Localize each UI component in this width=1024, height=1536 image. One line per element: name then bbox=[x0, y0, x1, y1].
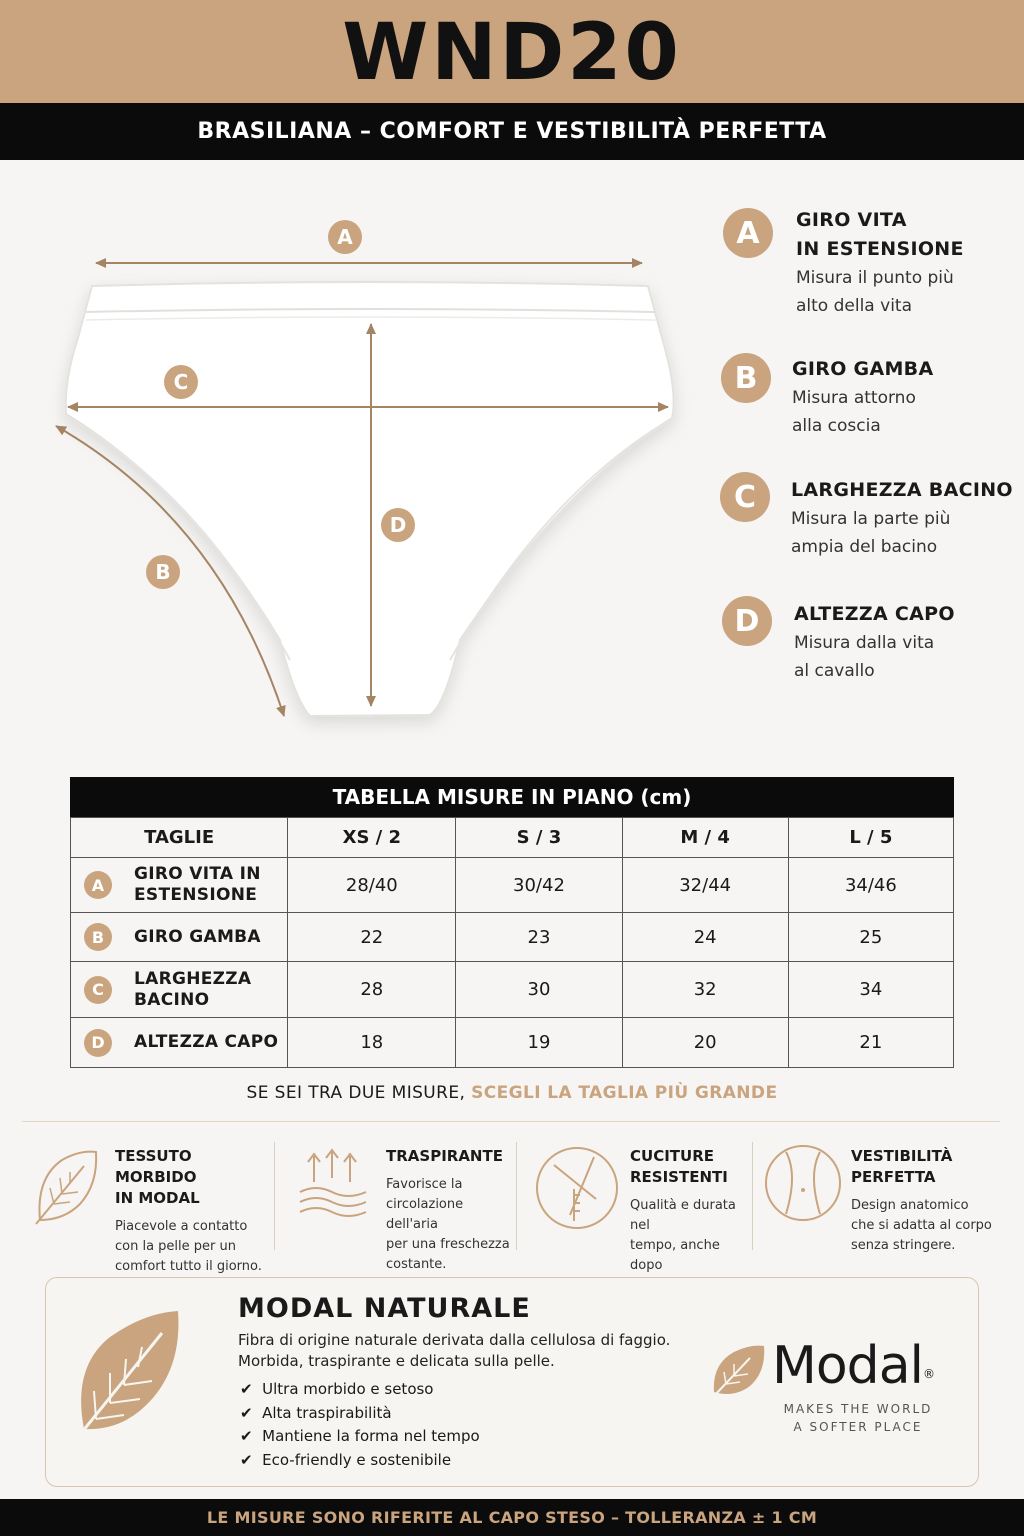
size-header-label: TAGLIE bbox=[71, 818, 288, 858]
legend-desc-line: alla coscia bbox=[792, 416, 881, 436]
row-label-line: GIRO GAMBA bbox=[134, 926, 261, 947]
feature-desc-line: per una freschezza bbox=[386, 1237, 510, 1252]
legend-desc-line: Misura il punto più bbox=[796, 268, 954, 288]
leaf-icon bbox=[32, 1148, 102, 1228]
svg-text:B: B bbox=[155, 560, 171, 584]
legend-badge-d: D bbox=[722, 596, 772, 646]
feature-breathable bbox=[386, 1146, 516, 1275]
table-row bbox=[71, 858, 954, 913]
modal-logo-wordmark bbox=[772, 1334, 934, 1398]
feature-perfect-fit bbox=[851, 1146, 1001, 1256]
modal-description bbox=[238, 1330, 670, 1372]
table-cell: 34 bbox=[788, 962, 953, 1018]
table-cell: 30 bbox=[456, 962, 622, 1018]
product-code-title: WND20 bbox=[342, 8, 682, 98]
modal-logo-tagline bbox=[776, 1400, 940, 1436]
feature-title-line: CUCITURE bbox=[630, 1147, 714, 1165]
modal-checklist bbox=[240, 1378, 480, 1472]
feature-title-line: IN MODAL bbox=[115, 1189, 200, 1207]
check-item bbox=[240, 1449, 480, 1473]
legend-desc-line: Misura la parte più bbox=[791, 509, 951, 529]
row-label-line: ESTENSIONE bbox=[134, 885, 258, 905]
size-header-cell: M / 4 bbox=[622, 818, 788, 858]
table-cell: 28 bbox=[288, 962, 456, 1018]
tagline-line: A SOFTER PLACE bbox=[793, 1420, 923, 1434]
footer-note: LE MISURE SONO RIFERITE AL CAPO STESO – TOLLERANZA ± 1 CM bbox=[0, 1499, 1024, 1536]
legend-badge-c: C bbox=[720, 472, 770, 522]
legend-desc-line: al cavallo bbox=[794, 661, 875, 681]
check-item bbox=[240, 1402, 480, 1426]
table-cell: 24 bbox=[622, 913, 788, 962]
feature-desc-line: senza stringere. bbox=[851, 1238, 956, 1253]
brief-shape bbox=[66, 282, 674, 716]
legend-badge-a: A bbox=[723, 208, 773, 258]
size-header-cell: S / 3 bbox=[456, 818, 622, 858]
legend-desc-line: Misura dalla vita bbox=[794, 633, 935, 653]
diagram-badge-d bbox=[381, 508, 415, 542]
feature-title-line: TESSUTO MORBIDO bbox=[115, 1147, 197, 1186]
row-label-line: GIRO VITA IN bbox=[134, 864, 261, 884]
table-cell: 19 bbox=[456, 1018, 622, 1068]
row-badge-c: C bbox=[84, 976, 112, 1004]
feature-desc-line: comfort tutto il giorno. bbox=[115, 1259, 262, 1274]
legend-badge-b: B bbox=[721, 353, 771, 403]
size-tip-prefix: SE SEI TRA DUE MISURE, bbox=[246, 1083, 472, 1103]
check-icon: ✔ bbox=[240, 1380, 253, 1398]
check-icon: ✔ bbox=[240, 1450, 253, 1469]
check-label: Eco-friendly e sostenibile bbox=[262, 1450, 452, 1469]
feature-desc-line: circolazione dell'aria bbox=[386, 1197, 464, 1232]
table-cell: 22 bbox=[288, 913, 456, 962]
svg-text:A: A bbox=[337, 225, 353, 249]
table-cell: 30/42 bbox=[456, 858, 622, 913]
size-table-title: TABELLA MISURE IN PIANO (cm) bbox=[70, 777, 954, 817]
check-label: Mantiene la forma nel tempo bbox=[262, 1427, 480, 1445]
table-cell: 34/46 bbox=[788, 858, 953, 913]
table-row bbox=[71, 1018, 954, 1068]
registered-mark: ® bbox=[923, 1367, 934, 1381]
check-label: Ultra morbido e setoso bbox=[262, 1380, 434, 1398]
table-row bbox=[71, 913, 954, 962]
row-label-line: LARGHEZZA bbox=[134, 968, 252, 989]
body-icon bbox=[764, 1144, 842, 1222]
check-icon: ✔ bbox=[240, 1427, 253, 1445]
feature-desc-line: Qualità e durata nel bbox=[630, 1198, 736, 1233]
table-row bbox=[71, 962, 954, 1018]
row-badge-a: A bbox=[84, 871, 112, 899]
svg-text:C: C bbox=[173, 370, 189, 394]
tagline-line: MAKES THE WORLD bbox=[783, 1402, 933, 1416]
size-table bbox=[70, 777, 954, 1068]
legend-desc-line: ampia del bacino bbox=[791, 537, 938, 557]
row-label-line: ALTEZZA CAPO bbox=[134, 1032, 279, 1052]
legend-title-line: IN ESTENSIONE bbox=[796, 238, 964, 260]
size-header-cell: L / 5 bbox=[788, 818, 953, 858]
legend-title-line: ALTEZZA CAPO bbox=[794, 603, 955, 625]
size-tip-highlight: SCEGLI LA TAGLIA PIÙ GRANDE bbox=[471, 1083, 778, 1103]
legend-title-line: GIRO GAMBA bbox=[792, 358, 934, 380]
feature-desc-line: Favorisce la bbox=[386, 1177, 463, 1192]
svg-text:D: D bbox=[389, 513, 407, 537]
table-cell: 21 bbox=[788, 1018, 953, 1068]
size-tip bbox=[0, 1083, 1024, 1103]
diagram-badge-a bbox=[328, 220, 362, 254]
feature-soft-modal bbox=[115, 1146, 270, 1277]
check-label: Alta traspirabilità bbox=[262, 1403, 392, 1422]
feature-resistant-seams bbox=[630, 1146, 750, 1296]
airflow-icon bbox=[296, 1148, 371, 1218]
feature-title-line: TRASPIRANTE bbox=[386, 1147, 503, 1165]
row-label-line: BACINO bbox=[134, 989, 210, 1010]
feature-title-line: PERFETTA bbox=[851, 1168, 936, 1186]
feature-title-line: RESISTENTI bbox=[630, 1168, 728, 1186]
big-leaf-icon bbox=[66, 1307, 184, 1449]
row-badge-b: B bbox=[84, 923, 112, 951]
feature-desc-line: Design anatomico bbox=[851, 1198, 969, 1213]
table-cell: 20 bbox=[622, 1018, 788, 1068]
modal-desc-line: Morbida, traspirante e delicata sulla pelle. bbox=[238, 1352, 555, 1370]
modal-desc-line: Fibra di origine naturale derivata dalla cellulosa di faggio. bbox=[238, 1331, 671, 1349]
table-cell: 32/44 bbox=[622, 858, 788, 913]
row-badge-d: D bbox=[84, 1029, 112, 1057]
table-cell: 18 bbox=[288, 1018, 456, 1068]
legend-title-line: GIRO VITA bbox=[796, 209, 907, 231]
feature-desc-line: costante. bbox=[386, 1257, 447, 1272]
legend-desc-line: alto della vita bbox=[796, 296, 912, 316]
check-icon: ✔ bbox=[240, 1403, 253, 1422]
modal-logo-leaf-icon bbox=[710, 1342, 768, 1400]
check-item bbox=[240, 1378, 480, 1402]
diagram-badge-c bbox=[164, 365, 198, 399]
feature-title-line: VESTIBILITÀ bbox=[851, 1147, 953, 1165]
legend-title-line: LARGHEZZA BACINO bbox=[791, 479, 1013, 501]
table-cell: 32 bbox=[622, 962, 788, 1018]
size-header-cell: XS / 2 bbox=[288, 818, 456, 858]
size-table-grid bbox=[70, 817, 954, 1068]
table-cell: 25 bbox=[788, 913, 953, 962]
modal-logo-name: Modal bbox=[772, 1336, 923, 1396]
feature-separator bbox=[752, 1142, 753, 1250]
feature-separator bbox=[516, 1142, 517, 1250]
needle-icon bbox=[534, 1145, 620, 1231]
table-cell: 28/40 bbox=[288, 858, 456, 913]
diagram-badge-b bbox=[146, 555, 180, 589]
legend-desc-line: Misura attorno bbox=[792, 388, 916, 408]
feature-desc-line: con la pelle per un bbox=[115, 1239, 236, 1254]
size-header-row bbox=[71, 818, 954, 858]
modal-title: MODAL NATURALE bbox=[238, 1293, 531, 1324]
table-cell: 23 bbox=[456, 913, 622, 962]
feature-desc-line: Piacevole a contatto bbox=[115, 1219, 248, 1234]
check-item bbox=[240, 1425, 480, 1449]
divider bbox=[22, 1121, 1000, 1122]
feature-desc-line: tempo, anche dopo bbox=[630, 1238, 720, 1273]
feature-desc-line: che si adatta al corpo bbox=[851, 1218, 992, 1233]
feature-separator bbox=[274, 1142, 275, 1250]
product-subtitle: BRASILIANA – COMFORT E VESTIBILITÀ PERFETTA bbox=[0, 103, 1024, 160]
garment-diagram bbox=[0, 160, 700, 740]
